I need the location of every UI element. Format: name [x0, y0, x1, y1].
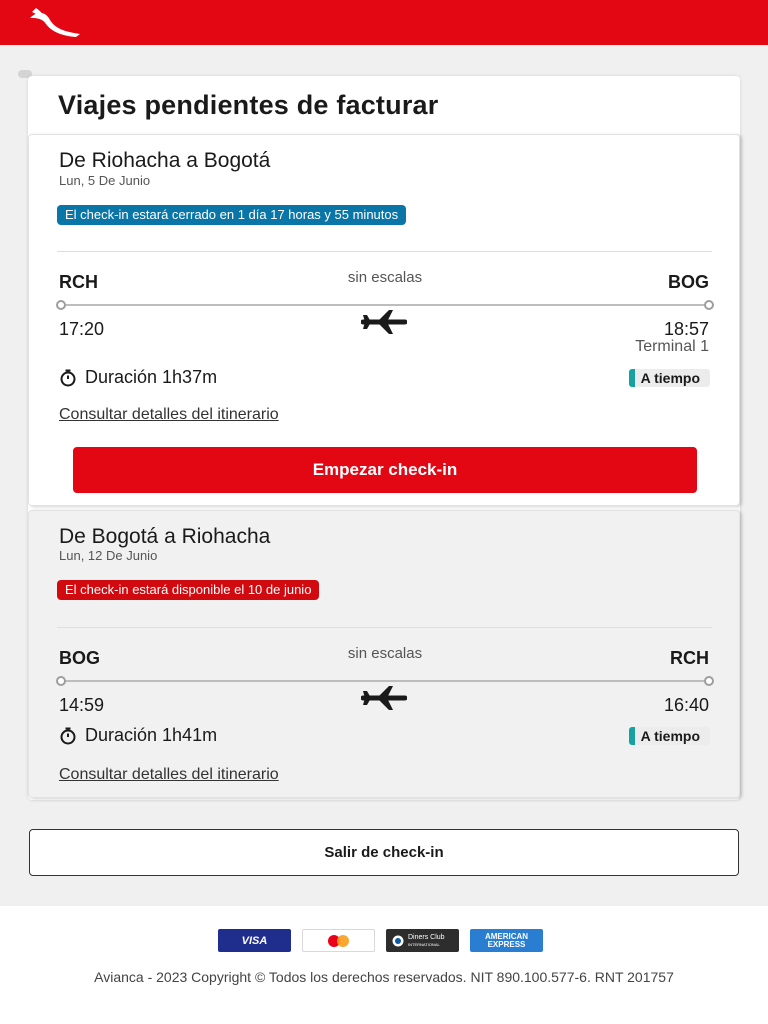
checkin-notice-badge: El check-in estará cerrado en 1 día 17 horas y 55 minutos	[57, 205, 406, 225]
divider	[57, 251, 712, 252]
diners-club-icon	[392, 935, 404, 947]
itinerary-details-link[interactable]: Consultar detalles del itinerario	[59, 766, 279, 783]
duration-text: Duración 1h41m	[85, 725, 218, 745]
mastercard-icon	[302, 929, 375, 952]
airplane-icon	[361, 309, 407, 335]
stops-label: sin escalas	[347, 269, 423, 286]
page-title: Viajes pendientes de facturar	[58, 90, 439, 120]
diners-club-card	[386, 929, 459, 952]
destination-dot	[704, 300, 714, 310]
route-line	[59, 304, 711, 306]
avianca-logo-icon[interactable]	[26, 6, 82, 40]
pending-trips-panel	[28, 76, 740, 800]
flight-duration	[59, 725, 217, 746]
copyright-text: Avianca - 2023 Copyright © Todos los derechos reservados. NIT 890.100.577-6. RNT 201757	[94, 969, 674, 985]
payment-methods	[218, 929, 543, 952]
destination-dot	[704, 676, 714, 686]
arrival-time: 16:40	[663, 695, 709, 715]
duration-text: Duración 1h37m	[85, 367, 218, 387]
trip-route: De Bogotá a Riohacha	[59, 525, 271, 548]
origin-dot	[56, 300, 66, 310]
american-express-card	[470, 929, 543, 952]
exit-checkin-button[interactable]: Salir de check-in	[29, 829, 739, 876]
departure-time: 14:59	[59, 695, 105, 715]
checkin-notice-badge: El check-in estará disponible el 10 de junio	[57, 580, 319, 600]
trip-card	[28, 510, 740, 798]
footer	[0, 906, 768, 1024]
airplane-icon	[361, 685, 407, 711]
trip-card	[28, 134, 740, 506]
origin-code: BOG	[59, 648, 101, 668]
amex-top-label: AMERICAN	[484, 931, 529, 941]
trip-date: Lun, 5 De Junio	[59, 173, 151, 188]
status-badge: A tiempo	[629, 369, 710, 387]
diners-sublabel: INTERNATIONAL	[408, 941, 440, 947]
start-checkin-button[interactable]: Empezar check-in	[73, 447, 697, 493]
destination-code: BOG	[667, 272, 709, 292]
arrival-terminal: Terminal 1	[635, 338, 709, 355]
trip-route: De Riohacha a Bogotá	[59, 149, 271, 172]
status-badge: A tiempo	[629, 727, 710, 745]
flight-duration	[59, 367, 217, 388]
stopwatch-icon	[59, 727, 77, 745]
origin-dot	[56, 676, 66, 686]
itinerary-details-link[interactable]: Consultar detalles del itinerario	[59, 406, 279, 423]
visa-card: VISA	[218, 929, 291, 952]
top-bar	[0, 0, 768, 45]
route-line	[59, 680, 711, 682]
stops-label: sin escalas	[347, 645, 423, 662]
diners-label: Diners Club	[408, 933, 445, 941]
arrival-time: 18:57	[663, 319, 709, 339]
trip-date: Lun, 12 De Junio	[59, 548, 158, 563]
divider	[57, 627, 712, 628]
amex-bottom-label: EXPRESS	[487, 939, 526, 949]
stopwatch-icon	[59, 369, 77, 387]
departure-time: 17:20	[59, 319, 105, 339]
mastercard-logo-icon	[322, 934, 356, 948]
destination-code: RCH	[670, 648, 709, 668]
origin-code: RCH	[59, 272, 98, 292]
